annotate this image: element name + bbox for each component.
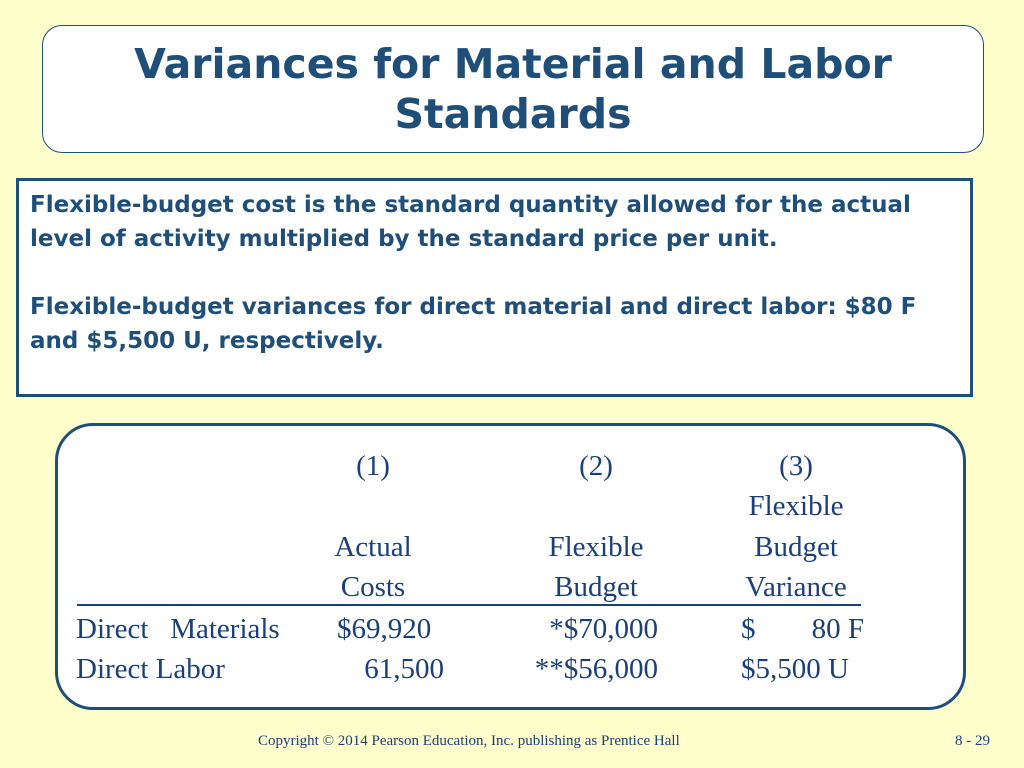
title-box bbox=[42, 25, 984, 153]
cell-labor-budget: **$56,000 bbox=[534, 653, 658, 685]
cell-materials-variance-currency: $ bbox=[741, 613, 756, 645]
column-1-header-line-1: Actual bbox=[334, 531, 412, 563]
slide-title-line-1: Variances for Material and Labor bbox=[134, 40, 892, 88]
column-number-3: (3) bbox=[779, 450, 813, 482]
column-number-2: (2) bbox=[579, 450, 613, 482]
slide-title-line-2: Standards bbox=[394, 90, 632, 138]
column-2-header-line-2: Budget bbox=[554, 571, 638, 603]
column-number-1: (1) bbox=[356, 450, 390, 482]
row-label-direct-labor: Direct Labor bbox=[76, 653, 225, 685]
variance-summary-paragraph: Flexible-budget variances for direct material and direct labor: $80 F and $5,500 U, respectively. bbox=[30, 294, 917, 354]
page-number: 8 - 29 bbox=[955, 733, 990, 749]
header-underline bbox=[77, 604, 861, 606]
cell-materials-budget: *$70,000 bbox=[549, 613, 658, 645]
definition-paragraph: Flexible-budget cost is the standard quantity allowed for the actual level of activity multiplied by the standard price per unit. bbox=[30, 192, 911, 252]
column-3-header-line-3: Variance bbox=[745, 571, 847, 603]
row-label-direct-materials: Direct Materials bbox=[76, 613, 280, 645]
cell-materials-variance: 80 F bbox=[811, 613, 864, 645]
cell-materials-actual: $69,920 bbox=[337, 613, 432, 645]
column-3-header-line-2: Budget bbox=[754, 531, 838, 563]
column-1-header-line-2: Costs bbox=[340, 571, 406, 603]
cell-labor-actual: 61,500 bbox=[364, 653, 444, 685]
definition-box bbox=[16, 178, 973, 397]
column-3-header-line-1: Flexible bbox=[748, 490, 844, 522]
column-2-header-line-1: Flexible bbox=[548, 531, 644, 563]
cell-labor-variance: $5,500 U bbox=[741, 653, 849, 685]
copyright-footer: Copyright © 2014 Pearson Education, Inc. publishing as Prentice Hall bbox=[258, 733, 680, 749]
